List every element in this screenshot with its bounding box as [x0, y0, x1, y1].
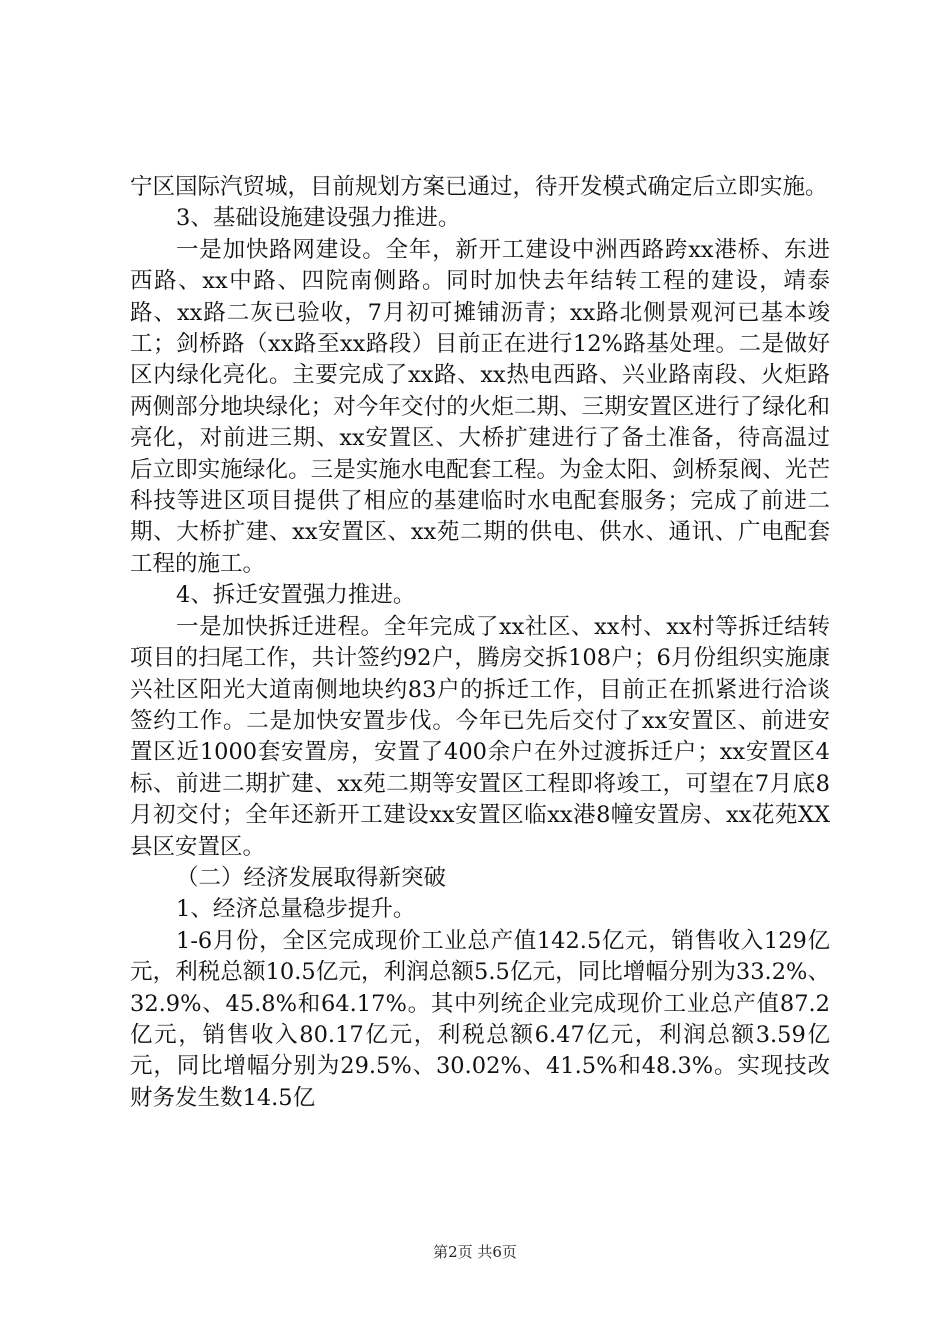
paragraph-relocation: 一是加快拆迁进程。全年完成了xx社区、xx村、xx村等拆迁结转项目的扫尾工作，共计签约92户，腾房交拆108户；6月份组织实施康兴社区阳光大道南侧地块约83户的拆迁工作，目前正在抓紧进行洽谈签约工作。二是加快安置步伐。今年已先后交付了xx安置区、前进安置区近1000套安置房，安置了400余户在外过渡拆迁户；xx安置区4标、前进二期扩建、xx苑二期等安置区工程即将竣工，可望在7月底8月初交付；全年还新开工建设xx安置区临xx港8幢安置房、xx花苑XX县区安置区。	[130, 613, 830, 860]
paragraph-continuation: 宁区国际汽贸城，目前规划方案已通过，待开发模式确定后立即实施。	[130, 174, 828, 200]
heading-relocation: 4、拆迁安置强力推进。	[176, 582, 416, 609]
document-body	[130, 172, 830, 1114]
heading-infrastructure: 3、基础设施建设强力推进。	[176, 205, 461, 232]
heading-economic-total: 1、经济总量稳步提升。	[176, 896, 416, 923]
paragraph-infrastructure: 一是加快路网建设。全年，新开工建设中洲西路跨xx港桥、东进西路、xx中路、四院南侧路。同时加快去年结转工程的建设，靖泰路、xx路二灰已验收，7月初可摊铺沥青；xx路北侧景观河已基本竣工；剑桥路（xx路至xx路段）目前正在进行12%路基处理。二是做好区内绿化亮化。主要完成了xx路、xx热电西路、兴业路南段、火炬路两侧部分地块绿化；对今年交付的火炬二期、三期安置区进行了绿化和亮化，对前进三期、xx安置区、大桥扩建进行了备土准备，待高温过后立即实施绿化。三是实施水电配套工程。为金太阳、剑桥泵阀、光芒科技等进区项目提供了相应的基建临时水电配套服务；完成了前进二期、大桥扩建、xx安置区、xx苑二期的供电、供水、通讯、广电配套工程的施工。	[130, 236, 830, 577]
section-heading-economy: （二）经济发展取得新突破	[176, 864, 447, 891]
page-footer: 第2页 共6页	[433, 1243, 517, 1261]
paragraph-economic-figures: 1-6月份，全区完成现价工业总产值142.5亿元，销售收入129亿元，利税总额10.5亿元，利润总额5.5亿元，同比增幅分别为33.2%、32.9%、45.8%和64.17%。其中列统企业完成现价工业总产值87.2亿元，销售收入80.17亿元，利税总额6.47亿元，利润总额3.59亿元，同比增幅分别为29.5%、30.02%、41.5%和48.3%。实现技改财务发生数14.5亿	[130, 927, 830, 1111]
